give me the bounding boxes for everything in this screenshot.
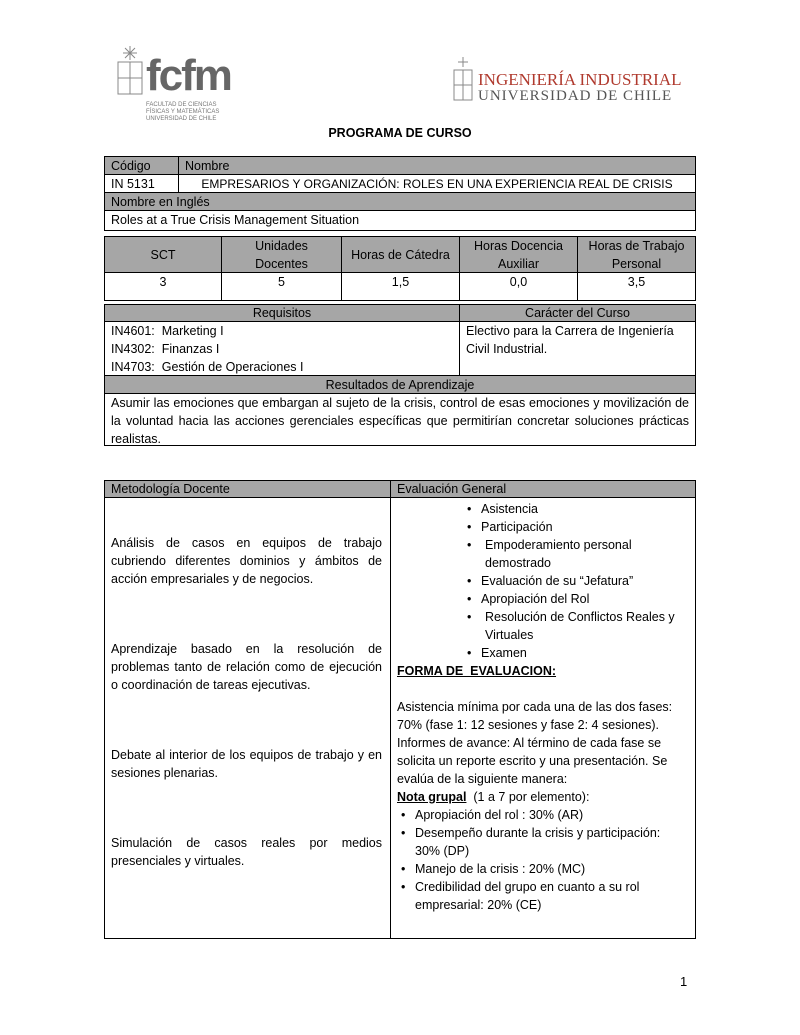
logo-subtext: FÍSICAS Y MATEMÁTICAS bbox=[146, 109, 220, 115]
course-code: IN 5131 bbox=[104, 174, 179, 193]
fcfm-logo bbox=[112, 44, 232, 124]
page-title: PROGRAMA DE CURSO bbox=[328, 126, 472, 140]
evaluacion-item: • Evaluación de su “Jefatura” bbox=[481, 572, 681, 590]
ingenieria-industrial-logo bbox=[452, 56, 682, 106]
logo-subtext: FACULTAD DE CIENCIAS bbox=[146, 102, 217, 108]
metodologia-label: Metodología Docente bbox=[104, 480, 391, 498]
requisitos-label: Requisitos bbox=[104, 304, 460, 322]
course-name: EMPRESARIOS Y ORGANIZACIÓN: ROLES EN UNA EXPERIENCIA REAL DE CRISIS bbox=[178, 174, 696, 193]
requisito-item: IN4601: Marketing I bbox=[111, 324, 224, 338]
hours-header: Horas Docencia Auxiliar bbox=[459, 236, 578, 273]
caracter-text: Electivo para la Carrera de Ingeniería Civil Industrial. bbox=[459, 321, 696, 376]
evaluacion-label: Evaluación General bbox=[390, 480, 696, 498]
requisitos-list bbox=[104, 321, 460, 376]
logo-line1: INGENIERÍA INDUSTRIAL bbox=[478, 70, 682, 89]
metodologia-cell bbox=[104, 497, 391, 939]
evaluacion-item: • Resolución de Conflictos Reales y Virtuales bbox=[481, 608, 681, 644]
nota-grupal-suffix: (1 a 7 por elemento): bbox=[466, 790, 590, 804]
hours-value: 1,5 bbox=[341, 272, 460, 301]
hours-header: Horas de Trabajo Personal bbox=[577, 236, 696, 273]
resultados-label: Resultados de Aprendizaje bbox=[104, 375, 696, 394]
fcfm-wordmark: fcfm bbox=[146, 51, 231, 100]
metodologia-item: Aprendizaje basado en la resolución de problemas tanto de relación como de ejecución o coordinación de tareas ejecutivas. bbox=[111, 642, 382, 692]
hours-header: SCT bbox=[104, 236, 222, 273]
nota-list bbox=[415, 806, 689, 914]
hours-value: 3,5 bbox=[577, 272, 696, 301]
forma-evaluacion-label: FORMA DE EVALUACION: bbox=[397, 664, 557, 678]
page-number: 1 bbox=[680, 974, 688, 989]
logo-subtext: UNIVERSIDAD DE CHILE bbox=[146, 116, 217, 122]
evaluacion-item: • Participación bbox=[481, 518, 681, 536]
hours-header: Horas de Cátedra bbox=[341, 236, 460, 273]
requisito-item: IN4302: Finanzas I bbox=[111, 342, 220, 356]
code-label: Código bbox=[104, 156, 179, 175]
requisito-item: IN4703: Gestión de Operaciones I bbox=[111, 360, 304, 374]
hours-value: 0,0 bbox=[459, 272, 578, 301]
hours-value: 3 bbox=[104, 272, 222, 301]
evaluacion-item: • Empoderamiento personal demostrado bbox=[481, 536, 651, 572]
metodologia-item: Análisis de casos en equipos de trabajo cubriendo diferentes dominios y ámbitos de acción empresariales y de negocios. bbox=[111, 536, 382, 586]
resultados-text: Asumir las emociones que embargan al sujeto de la crisis, control de esas emociones y movilización de la voluntad hacia las acciones gerenciales específicas que permitirían concretar soluciones prácticas realistas. bbox=[104, 393, 696, 446]
caracter-label: Carácter del Curso bbox=[459, 304, 696, 322]
metodologia-item: Debate al interior de los equipos de trabajo y en sesiones plenarias. bbox=[111, 748, 382, 780]
evaluacion-item: • Asistencia bbox=[481, 500, 681, 518]
hours-value: 5 bbox=[221, 272, 342, 301]
evaluacion-item: • Examen bbox=[481, 644, 681, 662]
english-name: Roles at a True Crisis Management Situation bbox=[104, 210, 696, 231]
logo-line2: UNIVERSIDAD DE CHILE bbox=[478, 88, 673, 104]
nota-item: • Credibilidad del grupo en cuanto a su rol empresarial: 20% (CE) bbox=[415, 878, 677, 914]
nota-item: • Apropiación del rol : 30% (AR) bbox=[415, 806, 677, 824]
evaluacion-item: • Apropiación del Rol bbox=[481, 590, 681, 608]
metodologia-item: Simulación de casos reales por medios presenciales y virtuales. bbox=[111, 836, 382, 868]
name-label: Nombre bbox=[178, 156, 696, 175]
nota-item: • Desempeño durante la crisis y participación: 30% (DP) bbox=[415, 824, 677, 860]
evaluacion-list bbox=[481, 500, 681, 662]
university-crest-icon bbox=[452, 56, 474, 102]
nota-grupal-label: Nota grupal bbox=[397, 790, 467, 804]
english-name-label: Nombre en Inglés bbox=[104, 192, 696, 211]
nota-item: • Manejo de la crisis : 20% (MC) bbox=[415, 860, 677, 878]
evaluacion-cell bbox=[390, 497, 696, 939]
hours-header: Unidades Docentes bbox=[221, 236, 342, 273]
forma-evaluacion-text: Asistencia mínima por cada una de las dos fases: 70% (fase 1: 12 sesiones y fase 2: 4 sesiones). Informes de avance: Al término de cada fase se solicita un reporte escrito y una presentación. Se evalúa de la siguiente manera: bbox=[397, 700, 673, 786]
